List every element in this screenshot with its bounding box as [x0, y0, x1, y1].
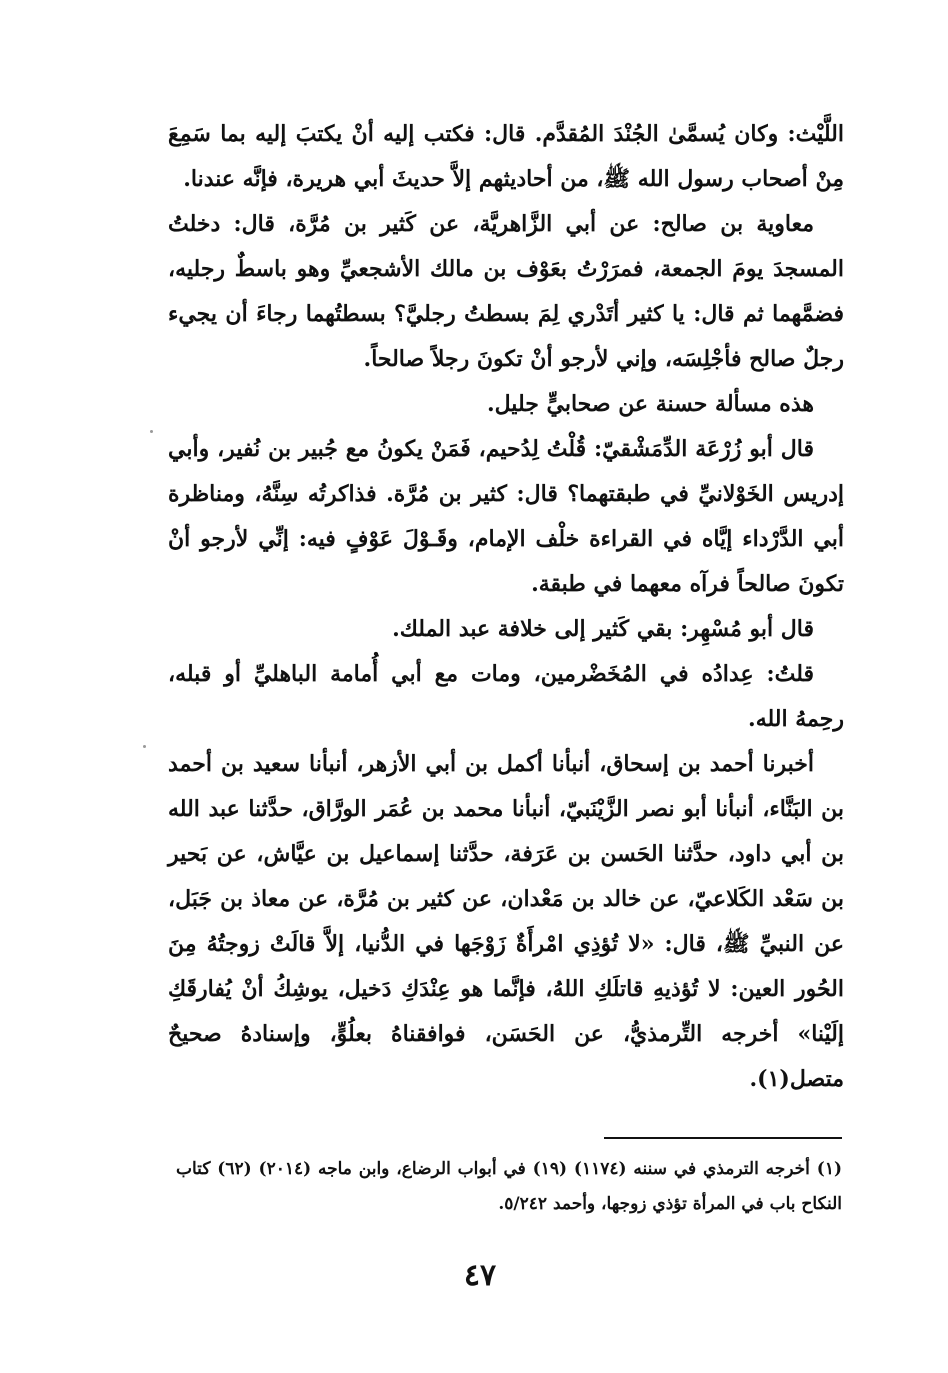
footnotes: [176, 1152, 842, 1222]
paragraph-3: هذه مسألة حسنة عن صحابيٍّ جليل.: [486, 391, 814, 417]
paragraph-7: أخبرنا أحمد بن إسحاق، أنبأنا أكمل بن أبي الأزهر، أنبأنا سعيد بن أحمد بن البَنَّاء، أنبأنا أبو نصر الزَّيْنَبيّ، أنبأنا محمد بن عُمَر الورَّاق، حدَّثنا عبد الله بن أبي داود، حدَّثنا الحَسن بن عَرَفة، حدَّثنا إسماعيل بن عيَّاش، عن بَحير بن سَعْد الكَلاعيّ، عن خالد بن مَعْدان، عن كثير بن مُرَّة، عن معاذ بن جَبَل، عن النبيِّ ﷺ، قال: «لا تُؤذِي امْرأَةٌ زَوْجَها في الدُّنيا، إلاَّ قالَتْ زوجتُهُ مِنَ الحُور العين: لا تُؤذيهِ قاتلَكِ اللهُ، فإنَّما هو عِنْدَكِ دَخيل، يوشِكُ أنْ يُفارقَكِ إلَيْنا» أخرجه التِّرمذيُّ، عن الحَسَن، فوافقناهُ بعلُوٍّ، وإسنادهُ صحيحٌ متصل(١).: [168, 751, 844, 1092]
footnote-divider: [604, 1137, 842, 1139]
paragraph-2: معاوية بن صالح: عن أبي الزَّاهريَّة، عن كَثير بن مُرَّة، قال: دخلتُ المسجدَ يومَ الجمعة، فمرَرْتُ بعَوْف بن مالك الأشجعيِّ وهو باسطٌ رجليه، فضمَّهما ثم قال: يا كثير أتَدْري لِمَ بسطتُ رجليَّ؟ بسطتُهما رجاءَ أن يجيء رجلٌ صالح فأجْلِسَه، وإني لأرجو أنْ تكونَ رجلاً صالحاً.: [168, 211, 844, 372]
paragraph-6: قلتُ: عِدادُه في المُخَضْرمين، ومات مع أبي أُمامة الباهليِّ أو قبله، رحِمهُ الله.: [168, 661, 844, 732]
paragraph-5: قال أبو مُسْهِر: بقي كَثير إلى خلافة عبد الملك.: [392, 616, 814, 642]
scan-speck: [150, 430, 153, 433]
main-text: [168, 112, 844, 1102]
scan-speck: [143, 745, 146, 748]
footnote-1: (١) أخرجه الترمذي في سننه (١١٧٤) (١٩) في أبواب الرضاع، وابن ماجه (٢٠١٤) (٦٢) كتاب النكاح باب في المرأة تؤذي زوجها، وأحمد ٥/٢٤٢.: [176, 1159, 843, 1214]
paragraph-4: قال أبو زُرْعَة الدِّمَشْقيّ: قُلْتُ لِدُحيم، فَمَنْ يكونُ مع جُبير بن نُفير، وأبي إدريس الخَوْلانيِّ في طبقتهما؟ قال: كثير بن مُرَّة. فذاكرتُه سِنَّهُ، ومناظرة أبي الدَّرْداء إيَّاه في القراءة خلْف الإمام، وقَـوْلَ عَوْفٍ فيه: إنِّي لأرجو أنْ تكونَ صالحاً فرآه معهما في طبقة.: [168, 436, 844, 597]
paragraph-1: اللَّيْث: وكان يُسمَّىٰ الجُنْدَ المُقدَّم. قال: فكتب إليه أنْ يكتبَ إليه بما سَمِعَ مِنْ أصحاب رسول الله ﷺ، من أحاديثهم إلاَّ حديثَ أبي هريرة، فإنَّه عندنا.: [168, 121, 844, 192]
page-number: ٤٧: [463, 1258, 497, 1293]
